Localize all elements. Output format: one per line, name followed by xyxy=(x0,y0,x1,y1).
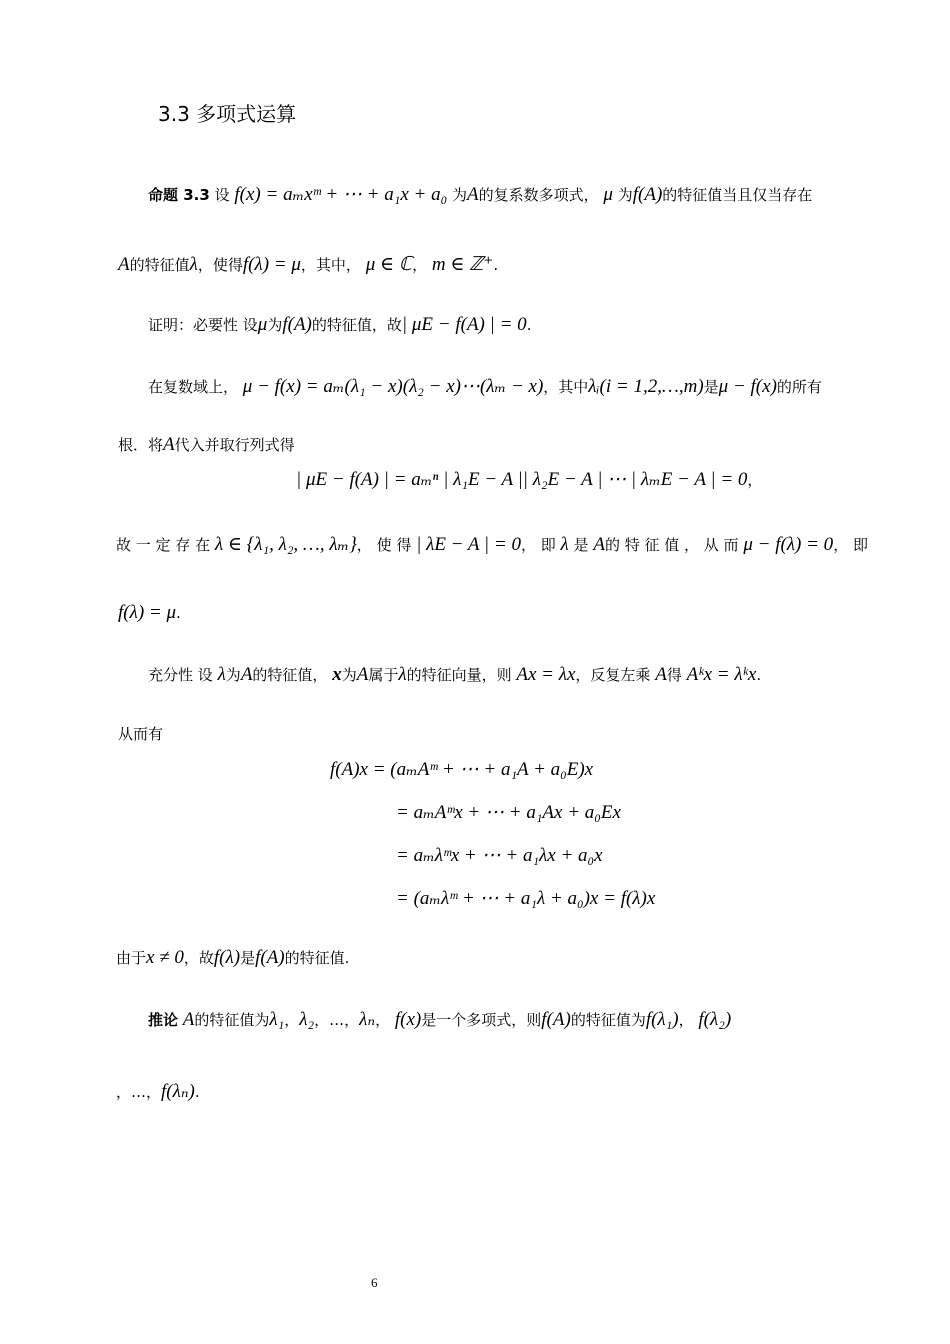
text: 故 一 定 存 在 xyxy=(116,536,211,554)
formula-lambda: λ xyxy=(217,664,226,685)
formula-f-lambda: f(λ) xyxy=(213,947,241,968)
formula-x-nonzero: x ≠ 0 xyxy=(146,947,184,968)
formula-m-in-Z: m ∈ ℤ⁺ xyxy=(431,254,494,275)
text: . xyxy=(493,256,499,274)
text: ， xyxy=(678,1011,694,1029)
formula-f-lambda-n: f(λₙ) xyxy=(161,1081,195,1102)
formula-factorization: μ − f(x) = aₘ(λ₁ − x)(λ₂ − x)⋯(λₘ − x) xyxy=(242,376,544,397)
text: 为 xyxy=(341,666,357,684)
text: 是一个多项式，则 xyxy=(421,1011,542,1029)
formula-A: A xyxy=(182,1009,195,1030)
text: ，…， xyxy=(116,1083,162,1101)
corollary-line-1 xyxy=(148,1010,731,1029)
sufficiency-line xyxy=(148,665,761,684)
formula-mu: μ xyxy=(603,184,613,205)
formula-A: A xyxy=(356,664,369,685)
proposition-label: 命题 3.3 xyxy=(148,186,210,204)
exists-conclusion xyxy=(118,603,181,622)
formula-A: A xyxy=(240,664,253,685)
corollary-line-2 xyxy=(116,1082,200,1101)
formula-A: A xyxy=(655,664,667,685)
exists-line xyxy=(116,535,868,554)
equation-determinant xyxy=(296,470,762,489)
text: 的特征值为 xyxy=(194,1011,270,1029)
formula-power-eigen-eq: Aᵏx = λᵏx xyxy=(686,664,757,685)
proposition-line-1 xyxy=(148,185,812,204)
formula-det-product: | μE − f(A) | = aₘⁿ | λ₁E − A || λ₂E − A | ⋯ | λₘE − A | = 0 xyxy=(296,469,748,490)
text: ， 使 得 xyxy=(356,536,412,554)
formula-eigen-eq: Ax = λx xyxy=(516,664,576,685)
section-title: 3.3 多项式运算 xyxy=(158,102,297,126)
equation-line-4: = (aₘλᵐ + ⋯ + a₁λ + a₀)x = f(λ)x xyxy=(396,888,656,909)
page-number: 6 xyxy=(371,1275,378,1290)
equation-line-3: = aₘλᵐx + ⋯ + a₁λx + a₀x xyxy=(396,845,603,866)
formula-lambda-2: λ₂ xyxy=(299,1009,315,1030)
formula-lambda: λ xyxy=(560,534,569,555)
text: ， 即 xyxy=(833,536,868,554)
text: 的特征值为 xyxy=(570,1011,646,1029)
text: 根．将 xyxy=(118,436,164,454)
complex-line-1 xyxy=(148,377,822,396)
formula-lambda: λ xyxy=(398,664,407,685)
hence-line: 从而有 xyxy=(118,725,164,743)
complex-line-2 xyxy=(118,435,295,454)
text: . xyxy=(194,1083,200,1101)
corollary-label: 推论 xyxy=(148,1011,179,1029)
formula-mu-minus-fx: μ − f(x) xyxy=(718,376,777,397)
text: 是 xyxy=(240,949,256,967)
formula-mu-minus-flambda: μ − f(λ) = 0 xyxy=(743,534,834,555)
formula-fA: f(A) xyxy=(282,314,312,335)
text: 的特征值. xyxy=(284,949,350,967)
text: 属于 xyxy=(368,666,399,684)
text: ， xyxy=(747,471,763,489)
formula-f-lambda-eq-mu: f(λ) = μ xyxy=(118,602,177,623)
text: . xyxy=(526,316,532,334)
text: . xyxy=(176,604,181,622)
formula-mu-in-C: μ ∈ ℂ xyxy=(365,254,413,275)
text: 证明：必要性 设 xyxy=(148,316,258,334)
formula-fA: f(A) xyxy=(541,1009,571,1030)
equation-line-1: f(A)x = (aₘAᵐ + ⋯ + a₁A + a₀E)x xyxy=(330,759,594,780)
formula-det-zero: | μE − f(A) | = 0 xyxy=(401,314,527,335)
text: ，其中 xyxy=(543,378,589,396)
text: ， xyxy=(375,1011,391,1029)
text: 为 xyxy=(225,666,241,684)
formula-polynomial: f(x) = aₘxᵐ + ⋯ + a₁x + a₀ xyxy=(234,184,448,205)
text: . xyxy=(756,666,762,684)
text: 的特征向量，则 xyxy=(406,666,512,684)
text: ，…， xyxy=(314,1011,360,1029)
formula-f-lambda-eq-mu: f(λ) = μ xyxy=(242,254,301,275)
formula-A: A xyxy=(466,184,479,205)
text: ，其中， xyxy=(300,256,361,274)
text: 为 xyxy=(451,186,467,204)
text: 的特征值，故 xyxy=(311,316,402,334)
formula-lambda-set: λ ∈ {λ₁, λ₂, …, λₘ} xyxy=(214,534,357,555)
formula-lambda-n: λₙ xyxy=(359,1009,376,1030)
formula-A: A xyxy=(163,434,175,455)
text: ， xyxy=(284,1011,300,1029)
text: 充分性 设 xyxy=(148,666,213,684)
formula-fA: f(A) xyxy=(255,947,285,968)
formula-f-lambda-1: f(λ₁) xyxy=(645,1009,679,1030)
since-line xyxy=(116,948,349,967)
proposition-line-2 xyxy=(118,255,498,274)
formula-char-eq: | λE − A | = 0 xyxy=(416,534,521,555)
text: 的特征值当且仅当存在 xyxy=(662,186,813,204)
formula-lambda-i: λᵢ(i = 1,2,…,m) xyxy=(588,376,704,397)
formula-A: A xyxy=(118,254,130,275)
text: 得 xyxy=(666,666,682,684)
text: 由于 xyxy=(116,949,147,967)
formula-fA: f(A) xyxy=(632,184,663,205)
formula-lambda-1: λ₁ xyxy=(269,1009,285,1030)
text: 在复数域上， xyxy=(148,378,239,396)
text: 设 xyxy=(214,186,230,204)
text: 的特征值 xyxy=(129,256,190,274)
formula-fx: f(x) xyxy=(394,1009,422,1030)
formula-f-lambda-2: f(λ₂) xyxy=(698,1009,732,1030)
text: ，反复左乘 xyxy=(575,666,651,684)
formula-mu: μ xyxy=(257,314,268,335)
text: 代入并取行列式得 xyxy=(174,436,295,454)
formula-lambda: λ xyxy=(189,254,198,275)
formula-A: A xyxy=(593,534,605,555)
text: 为 xyxy=(617,186,633,204)
formula-x-vector: x xyxy=(332,664,342,685)
text: 的复系数多项式， xyxy=(478,186,599,204)
text: ， 即 xyxy=(520,536,556,554)
text: ， xyxy=(412,256,428,274)
text: 的特征值， xyxy=(252,666,328,684)
text: ，使得 xyxy=(197,256,243,274)
text: 为 xyxy=(267,316,283,334)
text: 的 特 征 值 ， 从 而 xyxy=(604,536,739,554)
text: 是 xyxy=(573,536,589,554)
text: 是 xyxy=(703,378,719,396)
text: 的所有 xyxy=(776,378,822,396)
text: ，故 xyxy=(183,949,214,967)
equation-line-2: = aₘAᵐx + ⋯ + a₁Ax + a₀Ex xyxy=(396,802,621,823)
necessity-line xyxy=(148,315,531,334)
